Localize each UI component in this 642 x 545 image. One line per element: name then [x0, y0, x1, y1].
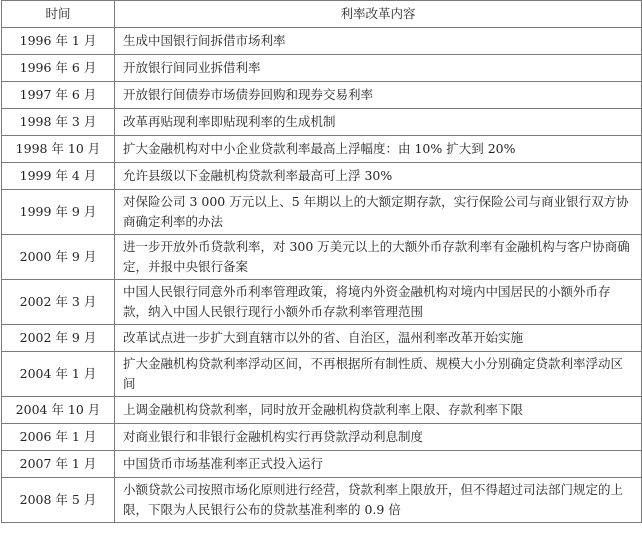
- header-content: 利率改革内容: [115, 1, 642, 28]
- row-content: 中国货币市场基准利率正式投入运行: [115, 451, 642, 478]
- row-time: 2002 年 9 月: [2, 325, 115, 352]
- row-content: 进一步开放外币贷款利率，对 300 万美元以上的大额外币存款利率有金融机构与客户协商确定，并报中央银行备案: [115, 235, 642, 280]
- table-row: [2, 397, 642, 424]
- header-time: 时间: [2, 1, 115, 28]
- table-row: [2, 352, 642, 397]
- table-row: [2, 28, 642, 55]
- row-content: 允许县级以下金融机构贷款利率最高可上浮 30%: [115, 163, 642, 190]
- table-row: [2, 163, 642, 190]
- row-time: 2004 年 1 月: [2, 352, 115, 397]
- row-time: 2002 年 3 月: [2, 280, 115, 325]
- table-row: [2, 280, 642, 325]
- row-content: 上调金融机构贷款利率，同时放开金融机构贷款利率上限、存款利率下限: [115, 397, 642, 424]
- row-content: 改革试点进一步扩大到直辖市以外的省、自治区，温州利率改革开始实施: [115, 325, 642, 352]
- row-time: 1996 年 6 月: [2, 55, 115, 82]
- row-time: 2000 年 9 月: [2, 235, 115, 280]
- row-content: 扩大金融机构贷款利率浮动区间，不再根据所有制性质、规模大小分别确定贷款利率浮动区间: [115, 352, 642, 397]
- row-time: 1996 年 1 月: [2, 28, 115, 55]
- table-row: [2, 478, 642, 523]
- interest-rate-reform-table: [1, 0, 642, 523]
- row-content: 中国人民银行同意外币利率管理政策，将境内外资金融机构对境内中国居民的小额外币存款，纳入中国人民银行现行小额外币存款利率管理范围: [115, 280, 642, 325]
- row-time: 1998 年 3 月: [2, 109, 115, 136]
- table-row: [2, 424, 642, 451]
- row-content: 小额贷款公司按照市场化原则进行经营，贷款利率上限放开，但不得超过司法部门规定的上限，下限为人民银行公布的贷款基准利率的 0.9 倍: [115, 478, 642, 523]
- table-row: [2, 235, 642, 280]
- table-row: [2, 55, 642, 82]
- row-time: 1999 年 4 月: [2, 163, 115, 190]
- row-time: 2006 年 1 月: [2, 424, 115, 451]
- row-content: 对保险公司 3 000 万元以上、5 年期以上的大额定期存款，实行保险公司与商业银行双方协商确定利率的办法: [115, 190, 642, 235]
- row-time: 2007 年 1 月: [2, 451, 115, 478]
- row-content: 生成中国银行间拆借市场利率: [115, 28, 642, 55]
- row-content: 改革再贴现利率即贴现利率的生成机制: [115, 109, 642, 136]
- row-content: 对商业银行和非银行金融机构实行再贷款浮动利息制度: [115, 424, 642, 451]
- table-row: [2, 325, 642, 352]
- row-time: 1997 年 6 月: [2, 82, 115, 109]
- table-row: [2, 136, 642, 163]
- table-row: [2, 190, 642, 235]
- table-header-row: [2, 1, 642, 28]
- table-row: [2, 451, 642, 478]
- row-content: 开放银行间债券市场债券回购和现券交易利率: [115, 82, 642, 109]
- row-content: 扩大金融机构对中小企业贷款利率最高上浮幅度：由 10% 扩大到 20%: [115, 136, 642, 163]
- row-time: 2004 年 10 月: [2, 397, 115, 424]
- table-row: [2, 82, 642, 109]
- row-time: 1998 年 10 月: [2, 136, 115, 163]
- row-time: 1999 年 9 月: [2, 190, 115, 235]
- row-time: 2008 年 5 月: [2, 478, 115, 523]
- row-content: 开放银行间同业拆借利率: [115, 55, 642, 82]
- table-row: [2, 109, 642, 136]
